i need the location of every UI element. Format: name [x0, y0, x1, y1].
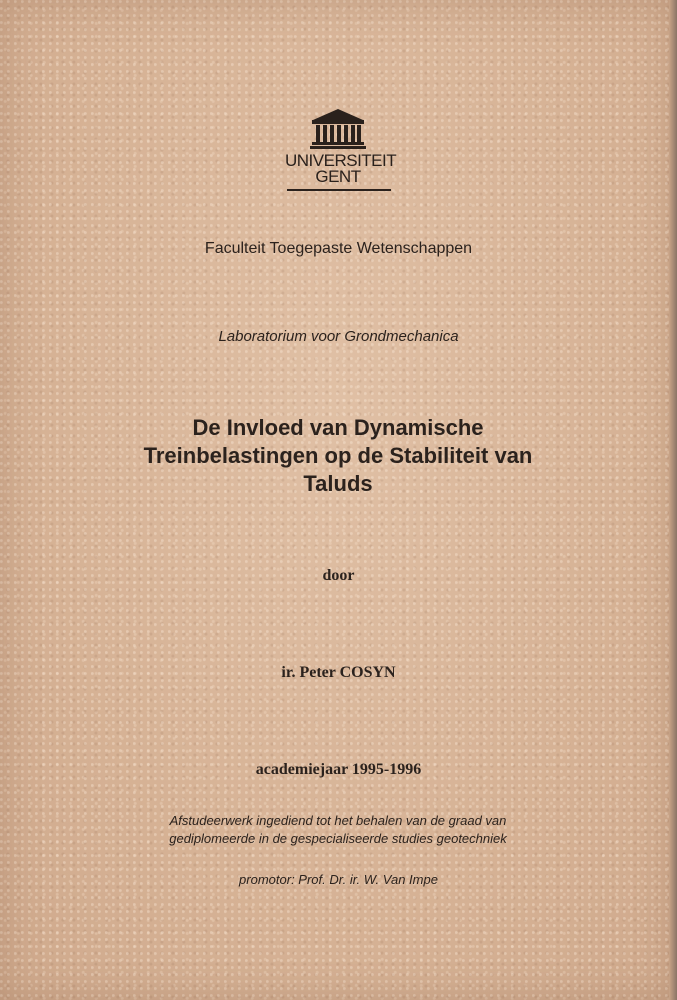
thesis-title [78, 414, 598, 498]
logo-underline [287, 189, 391, 191]
promotor: promotor: Prof. Dr. ir. W. Van Impe [239, 872, 438, 887]
author-name: ir. Peter COSYN [281, 664, 396, 681]
title-line-1: De Invloed van Dynamische [192, 415, 484, 440]
by-label: door [322, 567, 355, 584]
thesis-note-line-2: gediplomeerde in de gespecialiseerde studies geotechniek [169, 831, 507, 846]
thesis-note-line-1: Afstudeerwerk ingediend tot het behalen van de graad van [169, 813, 507, 828]
university-logo [285, 106, 397, 194]
laboratory-name: Laboratorium voor Grondmechanica [218, 328, 459, 345]
logo-text-gent: GENT [315, 167, 361, 186]
academic-year: academiejaar 1995-1996 [255, 761, 422, 778]
temple-icon [285, 106, 391, 152]
title-line-3: Taluds [303, 471, 373, 496]
cover-edge [669, 0, 677, 1000]
title-line-2: Treinbelastingen op de Stabiliteit van [143, 443, 533, 468]
thesis-note [78, 812, 598, 848]
faculty-name: Faculteit Toegepaste Wetenschappen [204, 240, 473, 257]
logo-text-university: UNIVERSITEIT [285, 151, 397, 170]
